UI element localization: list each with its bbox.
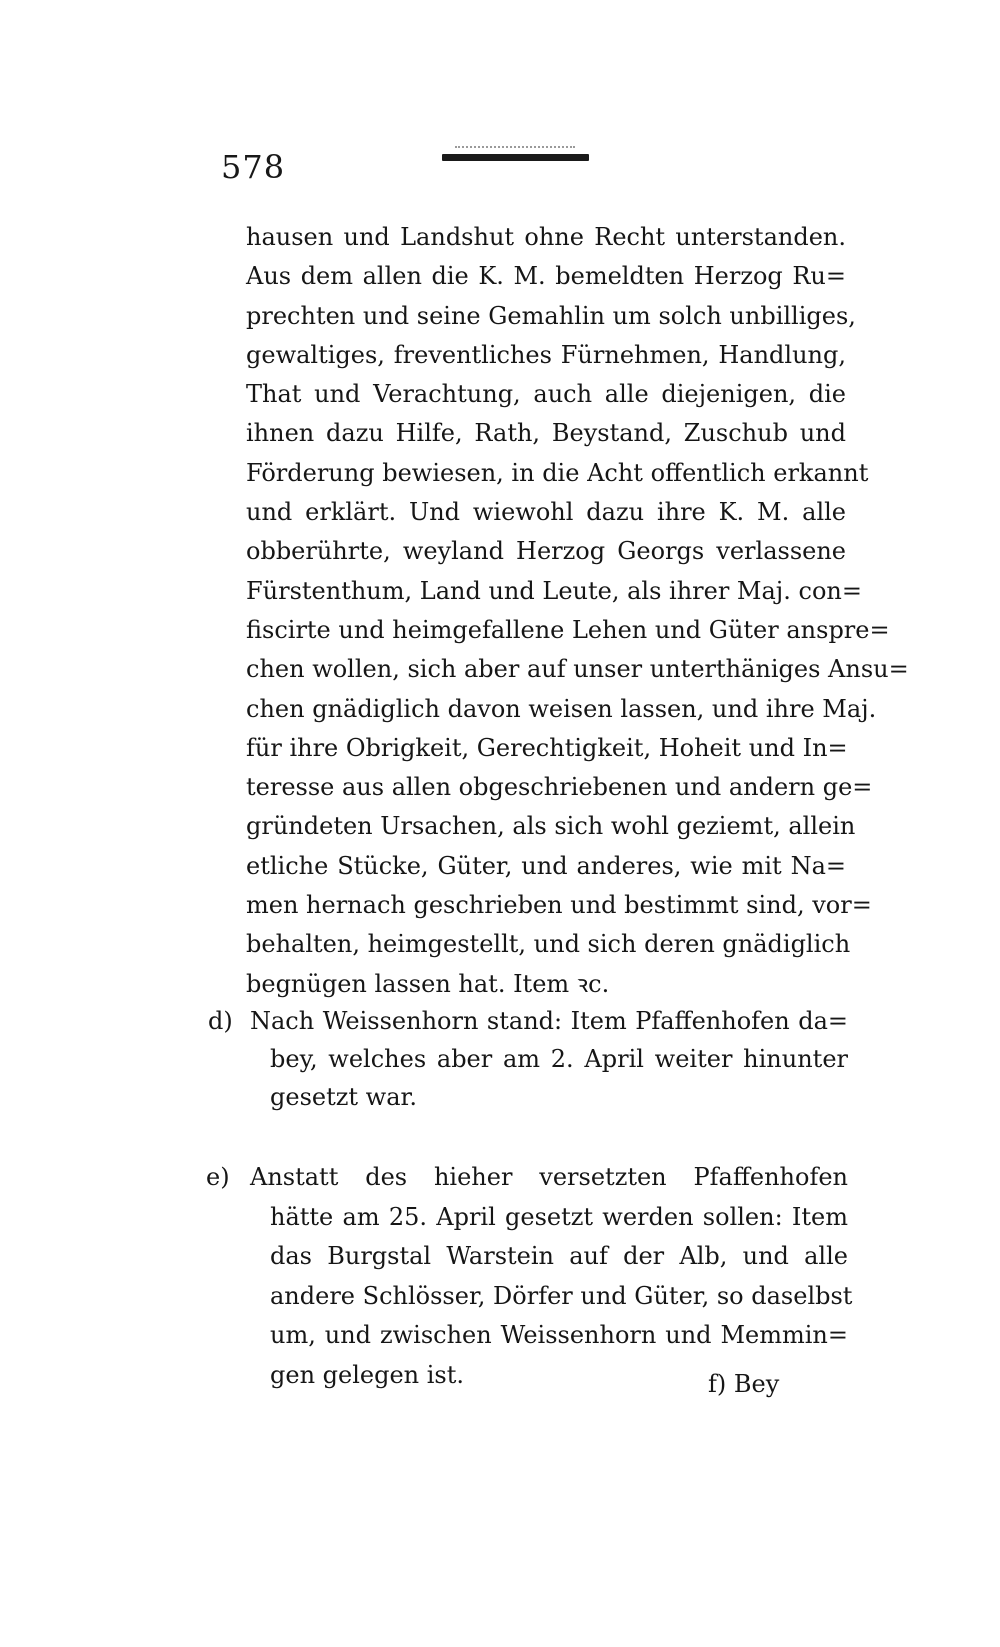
- footnote-d: [208, 1002, 848, 1116]
- footnote-line: gesetzt war.: [270, 1083, 417, 1111]
- text-line: fiscirte und heimgefallene Lehen und Güter anspre=: [246, 615, 890, 644]
- footnote-marker: d): [208, 1007, 233, 1035]
- text-line: That und Verachtung, auch alle diejenigen, die: [246, 380, 846, 409]
- text-line: behalten, heimgestellt, und sich deren gnädiglich: [246, 930, 851, 959]
- footnote-line: bey, welches aber am 2. April weiter hinunter: [270, 1045, 848, 1073]
- footnote-line: Anstatt des hieher versetzten Pfaffenhofen: [250, 1163, 848, 1191]
- text-line: obberührte, weyland Herzog Georgs verlassene: [246, 537, 846, 566]
- text-line: men hernach geschrieben und bestimmt sind, vor=: [246, 891, 872, 920]
- footnote-e: [206, 1158, 853, 1395]
- footnote-line: hätte am 25. April gesetzt werden sollen: Item: [270, 1202, 848, 1231]
- text-line: chen gnädiglich davon weisen lassen, und ihre Maj.: [246, 694, 877, 723]
- text-line: ihnen dazu Hilfe, Rath, Beystand, Zuschub und: [246, 419, 846, 448]
- catchword: f) Bey: [708, 1370, 780, 1398]
- header-rule: [442, 154, 589, 161]
- text-line: gewaltiges, freventliches Fürnehmen, Handlung,: [246, 340, 846, 369]
- text-line: chen wollen, sich aber auf unser unterthäniges Ansu=: [246, 655, 909, 684]
- text-line: und erklärt. Und wiewohl dazu ihre K. M. alle: [246, 498, 846, 527]
- text-line: teresse aus allen obgeschriebenen und andern ge=: [246, 773, 873, 802]
- text-line: für ihre Obrigkeit, Gerechtigkeit, Hoheit und In=: [246, 733, 848, 762]
- text-line: etliche Stücke, Güter, und anderes, wie mit Na=: [246, 851, 846, 880]
- text-line: prechten und seine Gemahlin um solch unbilliges,: [246, 301, 856, 330]
- footnote-line: Nach Weissenhorn stand: Item Pfaffenhofen da=: [250, 1007, 848, 1035]
- main-text-block: [246, 218, 909, 1004]
- text-line: Förderung bewiesen, in die Acht offentlich erkannt: [246, 458, 869, 487]
- text-line: gründeten Ursachen, als sich wohl geziemt, allein: [246, 812, 856, 841]
- text-line: Aus dem allen die K. M. bemeldten Herzog Ru=: [246, 262, 846, 291]
- text-line: begnügen lassen hat. Item ꝛc.: [246, 969, 610, 998]
- header-rule-dots: [455, 146, 575, 148]
- footnote-line: das Burgstal Warstein auf der Alb, und alle: [270, 1242, 848, 1270]
- footnote-line: um, und zwischen Weissenhorn und Memmin=: [270, 1321, 848, 1349]
- footnote-marker: e): [206, 1163, 230, 1191]
- footnote-line: gen gelegen ist.: [270, 1360, 465, 1389]
- footnote-line: andere Schlösser, Dörfer und Güter, so daselbst: [270, 1281, 853, 1310]
- text-line: hausen und Landshut ohne Recht unterstanden.: [246, 223, 846, 251]
- text-line: Fürstenthum, Land und Leute, als ihrer Maj. con=: [246, 576, 862, 605]
- page-number: 578: [221, 148, 286, 186]
